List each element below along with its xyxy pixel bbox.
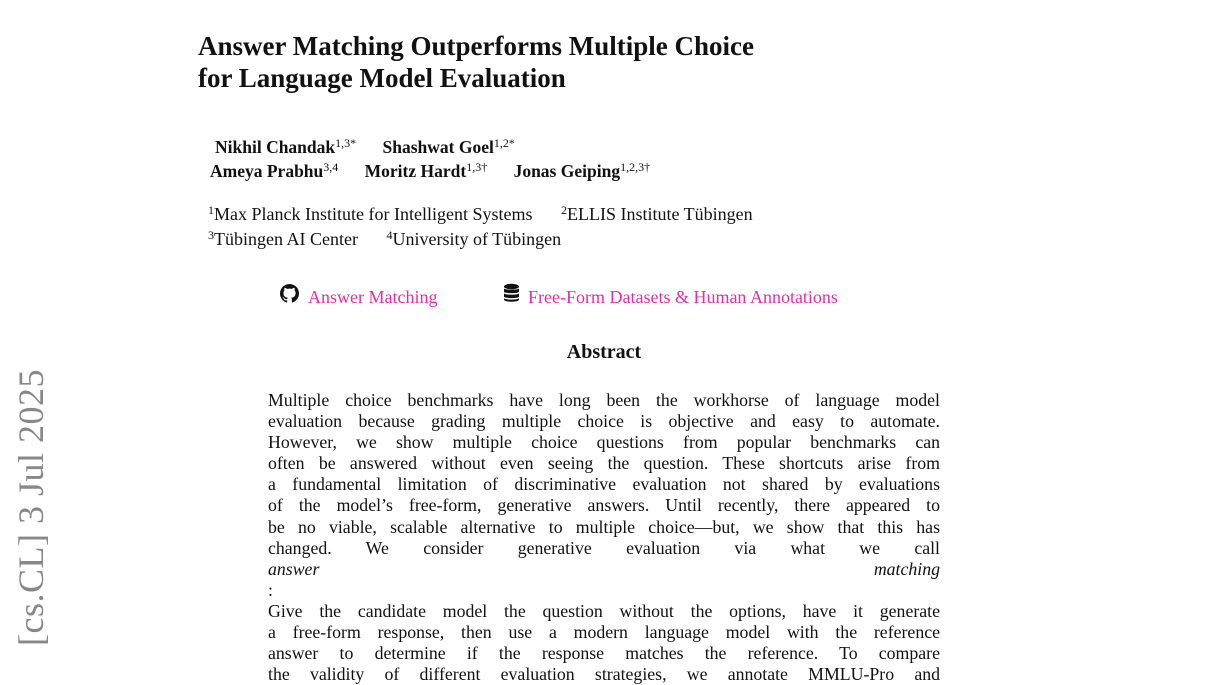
affiliation: $^4$University of Tübingen xyxy=(386,228,562,249)
author: Nikhil Chandak$^{1,3*}$ xyxy=(215,136,357,157)
author: Shashwat Goel$^{1,2*}$ xyxy=(382,136,515,157)
title-line-1: Answer Matching Outperforms Multiple Choice xyxy=(198,31,754,61)
abstract-heading: Abstract xyxy=(566,341,642,363)
affiliation: $^3$Tübingen AI Center xyxy=(208,228,358,249)
author: Jonas Geiping$^{1,2,3\dagger}$ xyxy=(513,160,651,181)
affiliation-line-2 xyxy=(208,227,777,252)
author-line-1 xyxy=(210,135,672,159)
abstract-line: be no viable, scalable alternative to multiple choice—but, we show that this has xyxy=(268,516,940,537)
affiliation: $^2$ELLIS Institute Tübingen xyxy=(560,203,753,224)
abstract-line: Multiple choice benchmarks have long been the workhorse of language model xyxy=(268,390,940,410)
author: Moritz Hardt$^{1,3\dagger}$ xyxy=(364,160,488,181)
resource-links xyxy=(280,283,838,310)
paper-title xyxy=(198,30,754,94)
abstract-line: of the model’s free-form, generative answers. Until recently, there appeared to xyxy=(268,495,940,516)
abstract-line: Give the candidate model the question without the options, have it generate xyxy=(268,600,940,621)
database-icon xyxy=(504,283,519,310)
abstract-line: a free-form response, then use a modern language model with the reference xyxy=(268,622,940,643)
affiliation-list xyxy=(208,202,777,252)
arxiv-stamp: [cs.CL] 3 Jul 2025 xyxy=(11,369,51,646)
title-line-2: for Language Model Evaluation xyxy=(198,63,566,93)
abstract-line: the validity of different evaluation strategies, we annotate MMLU-Pro and xyxy=(268,664,940,685)
abstract-line: evaluation because grading multiple choice is objective and easy to automate. xyxy=(268,411,940,432)
abstract-line: answer to determine if the response matches the reference. To compare xyxy=(268,643,940,664)
author-list xyxy=(210,135,672,183)
dataset-link-label: Free-Form Datasets & Human Annotations xyxy=(527,286,838,307)
abstract-line: often be answered without even seeing the question. These shortcuts arise from xyxy=(268,453,940,474)
author: Ameya Prabhu$^{3,4}$ xyxy=(210,160,339,181)
code-link-label: Answer Matching xyxy=(308,287,438,307)
dataset-link[interactable] xyxy=(504,283,838,310)
abstract-line: a fundamental limitation of discriminative evaluation not shared by evaluations xyxy=(268,474,940,495)
author-line-2 xyxy=(210,159,672,183)
affiliation: $^1$Max Planck Institute for Intelligent Systems xyxy=(208,203,533,224)
abstract-line: However, we show multiple choice questions from popular benchmarks can xyxy=(268,432,940,453)
github-icon xyxy=(280,284,299,310)
answer-matching-term: answer matching xyxy=(268,558,940,579)
abstract-line: changed. We consider generative evaluation via what we call answer matching : xyxy=(268,537,940,600)
code-link[interactable] xyxy=(280,284,437,310)
affiliation-line-1 xyxy=(208,202,777,227)
abstract-body xyxy=(268,390,940,685)
